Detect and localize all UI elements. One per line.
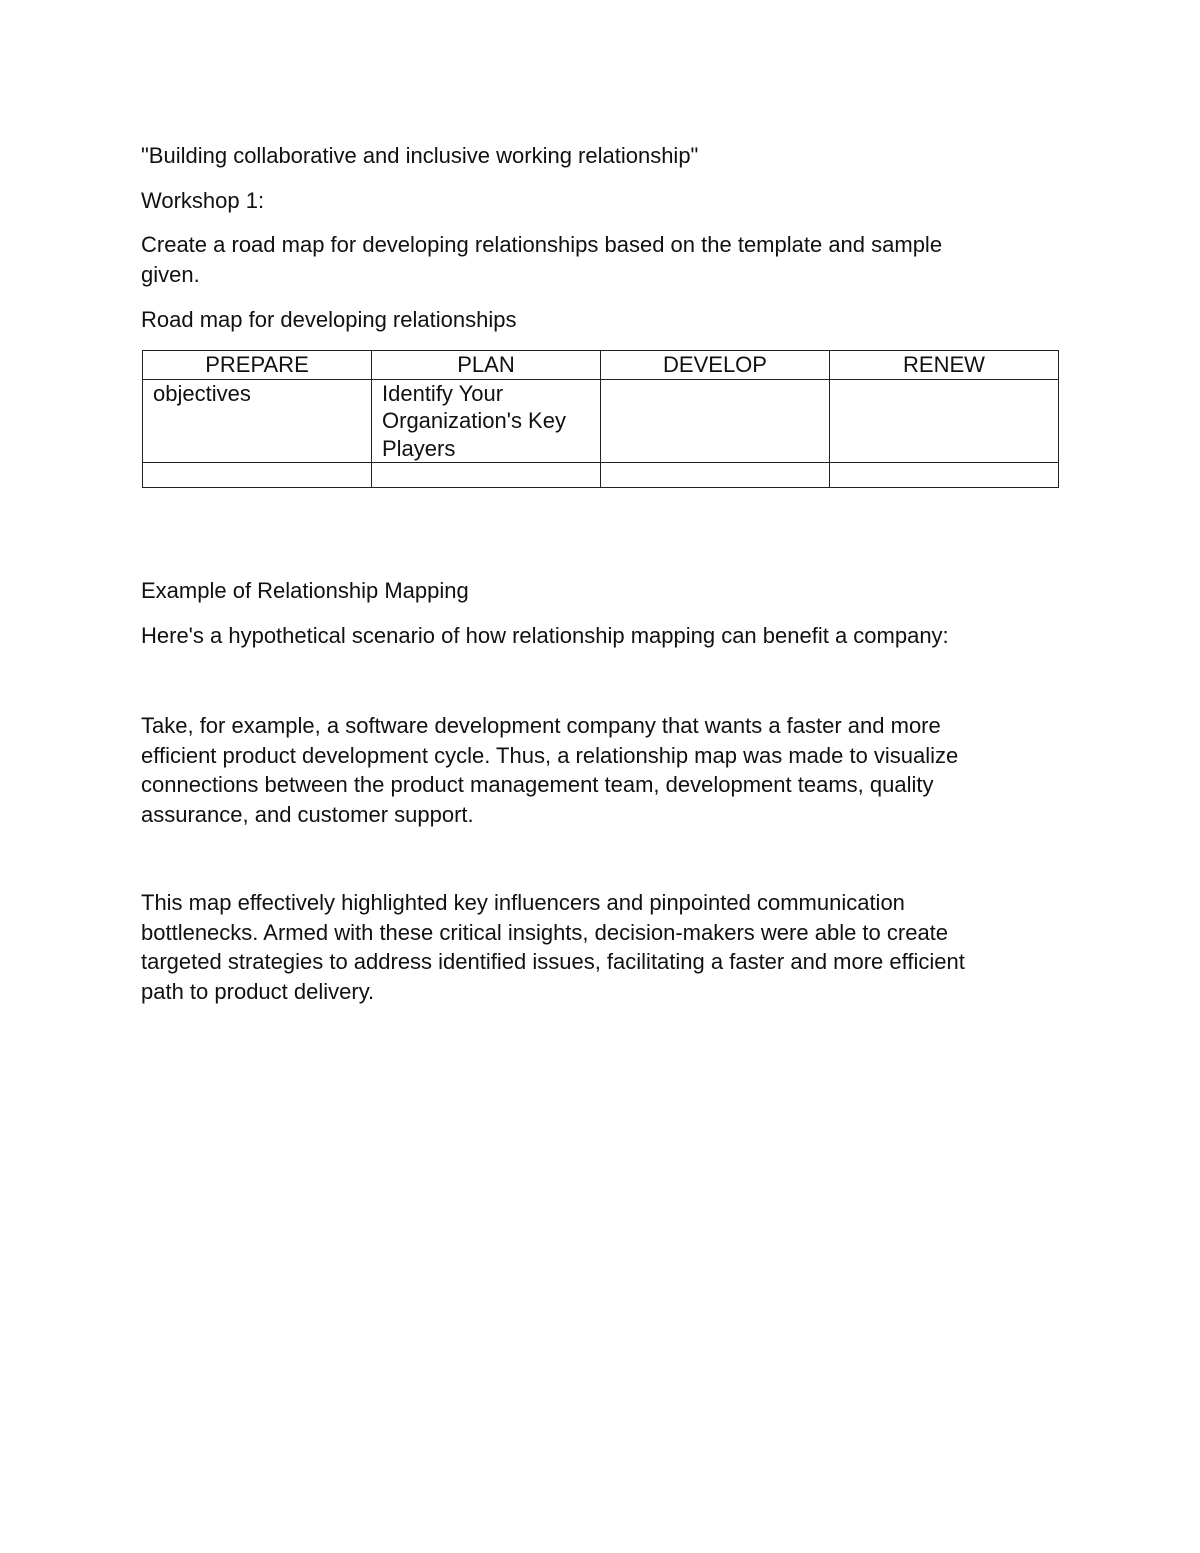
example-heading: Example of Relationship Mapping (141, 578, 469, 603)
instruction-paragraph (141, 230, 1041, 289)
cell-plan-line: Identify Your (382, 380, 504, 406)
table-row (143, 379, 1059, 463)
paragraph-line: bottlenecks. Armed with these critical insights, decision-makers were able to create (141, 919, 949, 945)
cell-prepare (143, 463, 372, 488)
cell-develop (601, 379, 830, 463)
paragraph-line: path to product delivery. (141, 978, 375, 1004)
paragraph-line: assurance, and customer support. (141, 801, 474, 827)
example-intro: Here's a hypothetical scenario of how relationship mapping can benefit a company: (141, 623, 949, 648)
cell-plan (372, 379, 601, 463)
cell-prepare: objectives (143, 379, 372, 463)
workshop-label: Workshop 1: (141, 188, 265, 213)
header-plan: PLAN (372, 351, 601, 380)
header-prepare: PREPARE (143, 351, 372, 380)
cell-plan (372, 463, 601, 488)
cell-plan-line: Players (382, 435, 456, 461)
table-row (143, 463, 1059, 488)
paragraph-line: targeted strategies to address identified issues, facilitating a faster and more efficient (141, 949, 965, 974)
cell-plan-line: Organization's Key (382, 408, 566, 433)
example-paragraph-1 (141, 711, 1041, 829)
header-develop: DEVELOP (601, 351, 830, 380)
instruction-line: Create a road map for developing relationships based on the template and sample (141, 232, 943, 257)
cell-develop (601, 463, 830, 488)
roadmap-heading: Road map for developing relationships (141, 307, 517, 332)
paragraph-line: efficient product development cycle. Thus, a relationship map was made to visualize (141, 742, 959, 768)
paragraph-line: This map effectively highlighted key influencers and pinpointed communication (141, 890, 905, 915)
roadmap-table (142, 350, 1059, 488)
paragraph-line: Take, for example, a software development company that wants a faster and more (141, 713, 941, 738)
document-title: "Building collaborative and inclusive working relationship" (141, 143, 699, 168)
cell-renew (830, 463, 1059, 488)
instruction-line: given. (141, 261, 200, 287)
cell-renew (830, 379, 1059, 463)
paragraph-line: connections between the product management team, development teams, quality (141, 772, 934, 797)
example-paragraph-2 (141, 888, 1041, 1006)
table-header-row (143, 351, 1059, 380)
header-renew: RENEW (830, 351, 1059, 380)
